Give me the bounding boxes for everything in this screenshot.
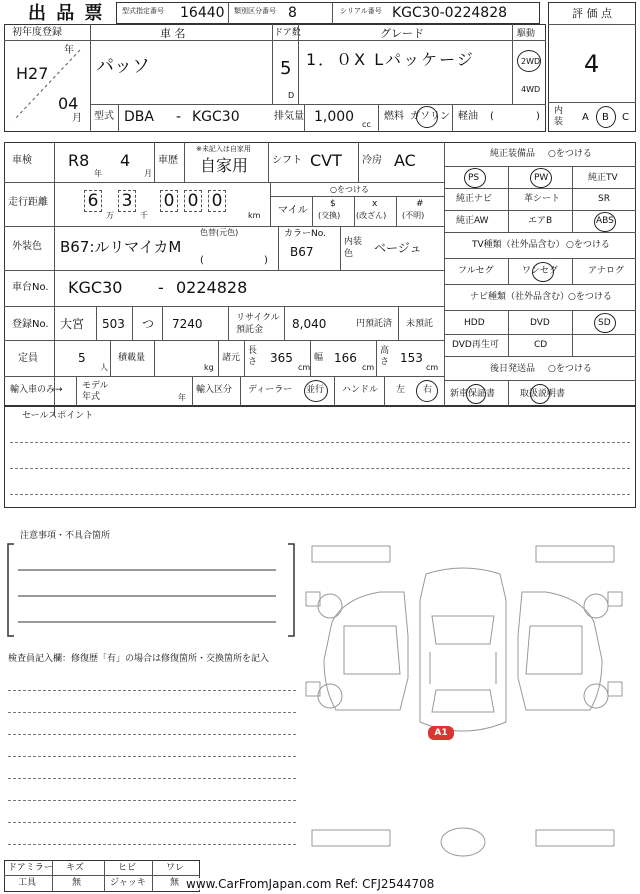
- interior-color-value: ベージュ: [374, 241, 422, 255]
- exterior-note: 色替(元色): [200, 228, 239, 237]
- fuel-light-oil: 軽油: [458, 111, 478, 122]
- fuel-label: 燃料: [384, 111, 404, 122]
- recycle-not-deposited: 未預託: [406, 319, 434, 329]
- mileage-x: x: [372, 199, 378, 209]
- drive-2wd: 2WD: [521, 57, 541, 66]
- fuel-paren-close: ): [536, 111, 540, 122]
- legend-jack: ジャッキ: [110, 878, 146, 888]
- mileage-hash-sub: (不明): [402, 211, 425, 220]
- car-name: パッソ: [96, 56, 150, 77]
- class-no: 8: [288, 5, 297, 21]
- mileage-digit-4: 0: [184, 190, 202, 212]
- import-category-label: 輸入区分: [196, 385, 233, 395]
- option-pw-circle: [530, 168, 552, 188]
- width-value: 166: [334, 351, 357, 365]
- option-ps: PS: [468, 173, 480, 183]
- recycle-deposited: 円預託済: [356, 319, 393, 329]
- option-navi: 純正ナビ: [456, 194, 493, 204]
- inspection-era: R8: [68, 151, 90, 170]
- navi-hdd: HDD: [464, 318, 485, 328]
- navi-dvd-play: DVD再生可: [452, 340, 499, 350]
- interior-a: A: [582, 112, 589, 123]
- width-unit: cm: [362, 363, 375, 372]
- height-unit: cm: [426, 363, 439, 372]
- chassis-prefix: KGC30: [68, 278, 123, 297]
- type-no-label: 型式指定番号: [122, 7, 164, 15]
- import-dealer: ディーラー: [248, 385, 293, 395]
- length-label: 長さ: [248, 346, 258, 367]
- docs-manual-circle: [530, 384, 550, 404]
- docs-circle-note: ○をつける: [548, 364, 592, 374]
- legend-jack-value: 無: [170, 878, 180, 888]
- color-no-value: B67: [290, 245, 314, 259]
- mileage-circle-note: ○をつける: [330, 185, 369, 194]
- navi-dvd: DVD: [530, 318, 550, 328]
- grade-value: 1．０X Lパッケージ: [306, 50, 475, 69]
- sales-points-label: セールスポイント: [22, 411, 94, 421]
- model-label: 型式: [94, 111, 114, 122]
- shift-value: CVT: [310, 151, 342, 170]
- chassis-number: 0224828: [176, 278, 248, 297]
- import-parallel: 並行: [306, 385, 325, 395]
- history-note: ※未記入は自家用: [196, 145, 251, 153]
- registration-number: 7240: [172, 317, 203, 331]
- mileage-unit: km: [248, 211, 261, 220]
- first-reg-month: 04: [58, 94, 79, 113]
- registration-class: 503: [102, 317, 125, 331]
- handle-right: 右: [423, 385, 433, 395]
- option-aw: 純正AW: [456, 216, 489, 226]
- chassis-label: 車台No.: [12, 282, 49, 293]
- fuel-gasoline: ガソリン: [410, 111, 450, 122]
- options-circle-note: ○をつける: [548, 149, 592, 159]
- interior-c: C: [622, 112, 629, 123]
- mileage-x-sub: (改ざん): [356, 211, 387, 220]
- displacement-unit: cc: [362, 120, 371, 129]
- model-dash: -: [176, 109, 182, 125]
- navi-circle-note: ○をつける: [568, 292, 612, 302]
- inspection-month-unit: 月: [144, 169, 152, 178]
- option-sr: SR: [598, 194, 610, 204]
- interior-label: 内装: [554, 106, 564, 127]
- registration-kana: つ: [142, 317, 155, 331]
- option-leather: 革シート: [524, 194, 561, 204]
- docs-title: 後日発送品: [490, 364, 536, 374]
- navi-sd: SD: [598, 318, 611, 328]
- sheet-title: 出 品 票: [28, 3, 105, 24]
- capacity-value: 5: [78, 351, 86, 365]
- option-ps-circle: [464, 168, 486, 188]
- model-year-label: モデル年式: [82, 381, 109, 402]
- handle-right-circle: [416, 380, 438, 402]
- serial-label: シリアル番号: [340, 7, 382, 15]
- sales-points-box: [4, 406, 636, 508]
- length-value: 365: [270, 351, 293, 365]
- legend-scratch: キズ: [66, 863, 84, 873]
- doors-label: ドア数: [274, 28, 301, 38]
- score-value: 4: [584, 50, 600, 78]
- watermark: www.CarFromJapan.com Ref: CFJ2544708: [186, 877, 435, 891]
- legend-break: ワレ: [166, 863, 185, 873]
- legend-mirror: ドアミラー: [8, 863, 53, 873]
- aircon-label: 冷房: [362, 155, 382, 166]
- exterior-paren-open: (: [200, 255, 204, 266]
- tv-fullseg: フルセグ: [458, 266, 494, 276]
- inspection-month: 4: [120, 151, 131, 170]
- load-label: 積載量: [118, 353, 146, 363]
- tv-circle-note: ○をつける: [566, 240, 610, 250]
- notes-brackets: [6, 540, 298, 640]
- interior-b: B: [602, 112, 609, 123]
- type-no: 16440: [180, 5, 225, 21]
- option-pw: PW: [534, 173, 549, 183]
- mileage-hash: #: [416, 199, 424, 209]
- damage-marker-a1: A1: [428, 726, 454, 740]
- mileage-dollar: $: [330, 199, 336, 209]
- first-reg-label: 初年度登録: [12, 27, 62, 38]
- chassis-dash: -: [158, 278, 164, 297]
- mileage-digit-3: 0: [160, 190, 178, 212]
- aircon-value: AC: [394, 151, 416, 170]
- class-no-label: 類別区分番号: [234, 7, 276, 15]
- registration-label: 登録No.: [12, 319, 49, 330]
- inspector-label: 検査員記入欄：修復歴「有」の場合は修復箇所・交換箇所を記入: [8, 654, 270, 664]
- drive-2wd-circle: [517, 50, 541, 72]
- interior-color-label: 内装色: [344, 237, 363, 259]
- drive-4wd: 4WD: [521, 85, 541, 94]
- navi-sd-circle: [594, 313, 616, 333]
- inspection-label: 車検: [12, 155, 32, 166]
- mileage-man: 万: [106, 211, 114, 220]
- capacity-label: 定員: [18, 353, 38, 364]
- import-label: 輸入車のみ→: [10, 385, 63, 395]
- option-abs-circle: [594, 212, 616, 232]
- mileage-mile: マイル: [278, 205, 308, 216]
- navi-cd: CD: [534, 340, 548, 350]
- specs-label: 諸元: [222, 353, 241, 363]
- height-label: 高さ: [380, 346, 390, 367]
- inspection-year-unit: 年: [94, 169, 102, 178]
- tv-analog: アナログ: [588, 266, 625, 276]
- navi-title: ナビ種類（社外品含む）: [470, 292, 570, 302]
- exterior-label: 外装色: [12, 241, 42, 252]
- docs-manual: 取扱説明書: [520, 389, 566, 399]
- exterior-value: B67:ルリマイカM: [60, 238, 182, 256]
- docs-warranty: 新車保証書: [450, 389, 496, 399]
- mileage-sen: 千: [140, 211, 148, 220]
- model-code: KGC30: [192, 109, 240, 125]
- recycle-value: 8,040: [292, 317, 327, 331]
- options-title: 純正装備品: [490, 149, 536, 159]
- history-value: 自家用: [200, 156, 249, 175]
- score-label: 評 価 点: [572, 7, 612, 20]
- legend-tools: 工具: [18, 878, 37, 888]
- height-value: 153: [400, 351, 423, 365]
- import-parallel-circle: [304, 380, 328, 402]
- shift-label: シフト: [272, 155, 302, 166]
- mileage-digit-5: 0: [208, 190, 226, 212]
- color-no-label: カラーNo.: [284, 229, 326, 239]
- tv-title: TV種類（社外品含む）: [472, 240, 565, 250]
- handle-label: ハンドル: [342, 385, 379, 395]
- doors-unit: D: [288, 91, 295, 100]
- doors-value: 5: [280, 58, 292, 79]
- year-unit: 年: [64, 45, 74, 56]
- displacement-label: 排気量: [274, 111, 304, 122]
- recycle-label: リサイクル預託金: [236, 313, 280, 335]
- width-label: 幅: [314, 353, 324, 363]
- option-airbag: エアB: [528, 216, 553, 226]
- mileage-label: 走行距離: [8, 197, 48, 208]
- interior-b-circle: [596, 106, 616, 128]
- legend-crack: ヒビ: [118, 863, 137, 873]
- month-unit: 月: [72, 113, 82, 124]
- fuel-gasoline-circle: [416, 106, 438, 128]
- exterior-paren-close: ): [264, 255, 268, 266]
- mileage-dollar-sub: (交換): [318, 211, 341, 220]
- legend-tools-value: 無: [72, 878, 82, 888]
- serial-number: KGC30-0224828: [392, 5, 508, 21]
- mileage-digit-2: 3: [118, 190, 136, 212]
- length-unit: cm: [298, 363, 311, 372]
- mileage-digit-1: 6: [84, 190, 102, 212]
- tv-oneseg: ワンセグ: [522, 266, 559, 276]
- displacement-value: 1,000: [314, 109, 355, 125]
- drive-label: 駆動: [517, 29, 536, 39]
- car-damage-diagram: [300, 540, 636, 870]
- model-prefix: DBA: [124, 109, 154, 125]
- handle-left: 左: [396, 385, 406, 395]
- capacity-unit: 人: [100, 363, 108, 372]
- first-reg-year: H27: [16, 64, 49, 83]
- grade-label: グレード: [380, 27, 424, 40]
- notes-label: 注意事項・不具合箇所: [20, 531, 111, 541]
- fuel-paren-open: (: [490, 111, 494, 122]
- option-tv: 純正TV: [588, 173, 618, 183]
- option-abs: ABS: [596, 216, 614, 226]
- registration-area: 大宮: [60, 317, 85, 331]
- model-year-unit: 年: [178, 393, 186, 402]
- history-label: 車歴: [158, 155, 178, 166]
- car-name-label: 車 名: [160, 27, 186, 40]
- docs-warranty-circle: [466, 384, 486, 404]
- tv-oneseg-circle: [532, 262, 554, 282]
- load-unit: kg: [204, 363, 214, 372]
